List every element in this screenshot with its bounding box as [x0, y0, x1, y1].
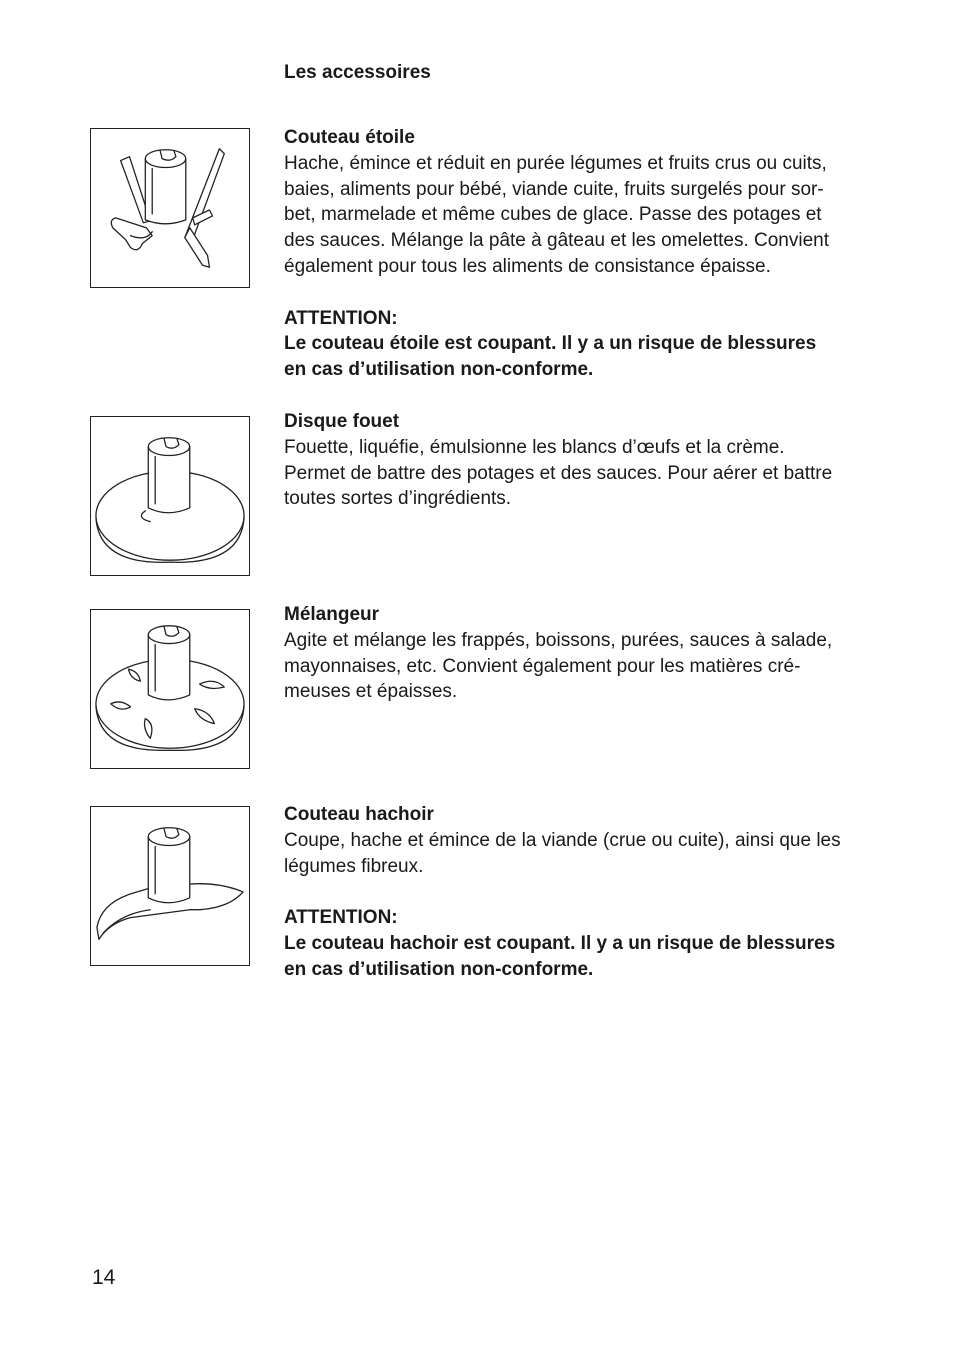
warning-line: Le couteau hachoir est coupant. Il y a un risque de blessures [284, 932, 836, 954]
star-blade-icon [91, 129, 249, 287]
warning-line: en cas d’utilisation non-conforme. [284, 359, 594, 381]
section-title: Couteau étoile [284, 127, 415, 148]
whisk-disc-icon [91, 417, 249, 575]
figure-disque-fouet [90, 416, 250, 576]
body-line: baies, aliments pour bébé, viande cuite, fruits surgelés pour sor- [284, 178, 824, 200]
body-line: Hache, émince et réduit en purée légumes et fruits crus ou cuits, [284, 152, 827, 174]
body-line: des sauces. Mélange la pâte à gâteau et les omelettes. Convient [284, 230, 830, 252]
body-line: légumes fibreux. [284, 855, 424, 877]
page-heading: Les accessoires [284, 62, 431, 83]
section-title: Disque fouet [284, 411, 400, 432]
body-line: également pour tous les aliments de consistance épaisse. [284, 255, 771, 277]
body-line: Coupe, hache et émince de la viande (crue ou cuite), ainsi que les [284, 829, 841, 851]
mixer-disc-icon [91, 610, 249, 768]
warning-title: ATTENTION: [284, 907, 398, 929]
warning-title: ATTENTION: [284, 307, 398, 329]
body-line: toutes sortes d’ingrédients. [284, 488, 512, 510]
body-line: Agite et mélange les frappés, boissons, purées, sauces à salade, [284, 629, 833, 651]
warning-line: Le couteau étoile est coupant. Il y a un risque de blessures [284, 333, 817, 355]
section-melangeur [284, 602, 874, 705]
chopping-blade-icon [91, 807, 249, 965]
section-couteau-etoile [284, 125, 874, 383]
body-line: mayonnaises, etc. Convient également pour les matières cré- [284, 655, 801, 677]
section-title: Couteau hachoir [284, 804, 434, 825]
section-title: Mélangeur [284, 604, 380, 625]
warning-line: en cas d’utilisation non-conforme. [284, 958, 594, 980]
section-couteau-hachoir [284, 802, 874, 983]
body-line: meuses et épaisses. [284, 681, 458, 703]
figure-couteau-hachoir [90, 806, 250, 966]
body-line: bet, marmelade et même cubes de glace. Passe des potages et [284, 204, 822, 226]
page-number: 14 [92, 1266, 116, 1289]
body-line: Fouette, liquéfie, émulsionne les blancs d’œufs et la crème. [284, 436, 785, 458]
body-line: Permet de battre des potages et des sauces. Pour aérer et battre [284, 462, 833, 484]
section-disque-fouet [284, 409, 874, 512]
figure-couteau-etoile [90, 128, 250, 288]
figure-melangeur [90, 609, 250, 769]
